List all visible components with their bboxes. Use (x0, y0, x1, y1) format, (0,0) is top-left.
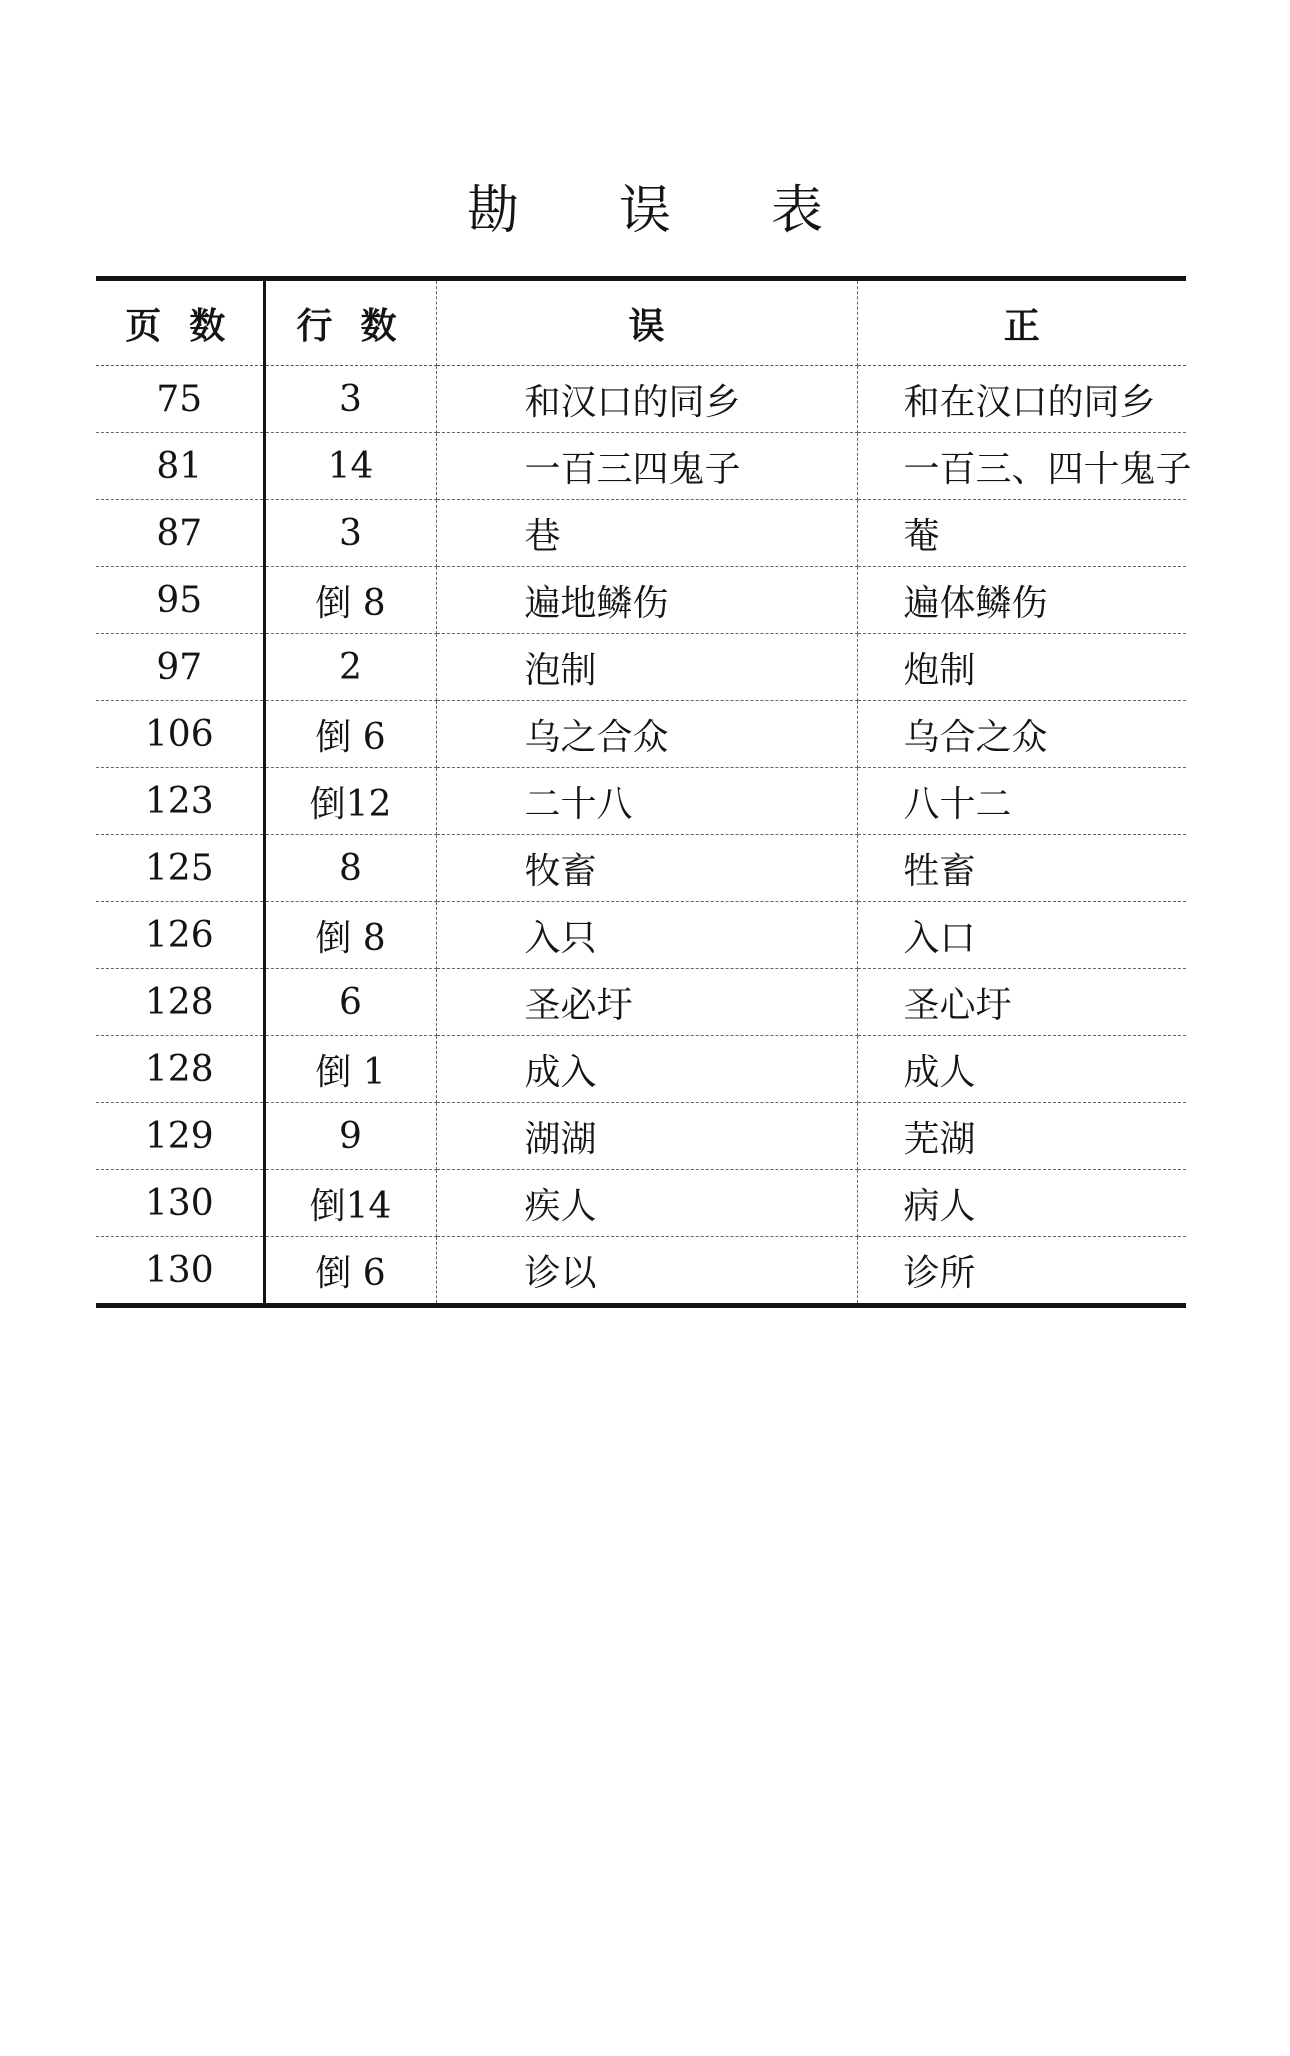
row-page-cell: 130 (96, 1237, 264, 1306)
row-page-cell: 75 (96, 366, 264, 433)
row-correct-cell: 一百三、四十鬼子 (857, 433, 1186, 500)
row-correct-cell: 八十二 (857, 768, 1186, 835)
row-line-cell: 3 (264, 366, 436, 433)
row-correct-cell: 炮制 (857, 634, 1186, 701)
page-title (0, 168, 1290, 243)
table-row (96, 701, 1186, 768)
row-page-cell: 129 (96, 1103, 264, 1170)
table-row (96, 1036, 1186, 1103)
title-char-3: 表 (771, 181, 824, 241)
row-line-cell: 倒 1 (264, 1036, 436, 1103)
row-wrong-cell: 牧畜 (436, 835, 857, 902)
row-line-cell: 倒14 (264, 1170, 436, 1237)
row-correct-cell: 菴 (857, 500, 1186, 567)
row-wrong-cell: 成入 (436, 1036, 857, 1103)
table-row (96, 500, 1186, 567)
table-row (96, 366, 1186, 433)
row-page-cell: 130 (96, 1170, 264, 1237)
row-wrong-cell: 遍地鳞伤 (436, 567, 857, 634)
header-line: 行数 (264, 279, 436, 366)
row-wrong-cell: 一百三四鬼子 (436, 433, 857, 500)
row-wrong-cell: 和汉口的同乡 (436, 366, 857, 433)
row-wrong-cell: 乌之合众 (436, 701, 857, 768)
row-wrong-cell: 湖湖 (436, 1103, 857, 1170)
title-char-1: 勘 (466, 181, 519, 241)
row-line-cell: 倒12 (264, 768, 436, 835)
row-line-cell: 倒 6 (264, 1237, 436, 1306)
errata-table (96, 276, 1192, 1308)
row-line-cell: 2 (264, 634, 436, 701)
row-correct-cell: 牲畜 (857, 835, 1186, 902)
row-wrong-cell: 泡制 (436, 634, 857, 701)
table-row (96, 567, 1186, 634)
row-page-cell: 126 (96, 902, 264, 969)
row-page-cell: 128 (96, 969, 264, 1036)
header-page: 页数 (96, 279, 264, 366)
row-line-cell: 倒 8 (264, 567, 436, 634)
row-page-cell: 95 (96, 567, 264, 634)
row-line-cell: 3 (264, 500, 436, 567)
row-correct-cell: 芜湖 (857, 1103, 1186, 1170)
row-line-cell: 14 (264, 433, 436, 500)
row-page-cell: 125 (96, 835, 264, 902)
row-correct-cell: 遍体鳞伤 (857, 567, 1186, 634)
row-page-cell: 81 (96, 433, 264, 500)
table-row (96, 902, 1186, 969)
table-row (96, 768, 1186, 835)
row-line-cell: 9 (264, 1103, 436, 1170)
row-correct-cell: 成人 (857, 1036, 1186, 1103)
row-page-cell: 87 (96, 500, 264, 567)
row-wrong-cell: 入只 (436, 902, 857, 969)
row-page-cell: 97 (96, 634, 264, 701)
row-wrong-cell: 二十八 (436, 768, 857, 835)
table-row (96, 433, 1186, 500)
table-row (96, 1237, 1186, 1306)
row-line-cell: 倒 8 (264, 902, 436, 969)
row-correct-cell: 圣心圩 (857, 969, 1186, 1036)
title-char-2: 误 (618, 181, 671, 241)
row-line-cell: 6 (264, 969, 436, 1036)
row-page-cell: 106 (96, 701, 264, 768)
row-correct-cell: 入口 (857, 902, 1186, 969)
header-correct: 正 (857, 279, 1186, 366)
row-page-cell: 128 (96, 1036, 264, 1103)
row-correct-cell: 和在汉口的同乡 (857, 366, 1186, 433)
table-row (96, 634, 1186, 701)
errata-body (96, 366, 1192, 1306)
table-row (96, 969, 1186, 1036)
table-row (96, 835, 1186, 902)
row-wrong-cell: 诊以 (436, 1237, 857, 1306)
table-row (96, 1103, 1186, 1170)
errata-table-container (96, 276, 1192, 1308)
row-line-cell: 倒 6 (264, 701, 436, 768)
row-page-cell: 123 (96, 768, 264, 835)
table-row (96, 1170, 1186, 1237)
row-wrong-cell: 圣必圩 (436, 969, 857, 1036)
header-row (96, 279, 1186, 366)
row-correct-cell: 乌合之众 (857, 701, 1186, 768)
row-correct-cell: 诊所 (857, 1237, 1186, 1306)
header-wrong: 误 (436, 279, 857, 366)
row-wrong-cell: 巷 (436, 500, 857, 567)
row-wrong-cell: 疾人 (436, 1170, 857, 1237)
row-correct-cell: 病人 (857, 1170, 1186, 1237)
row-line-cell: 8 (264, 835, 436, 902)
